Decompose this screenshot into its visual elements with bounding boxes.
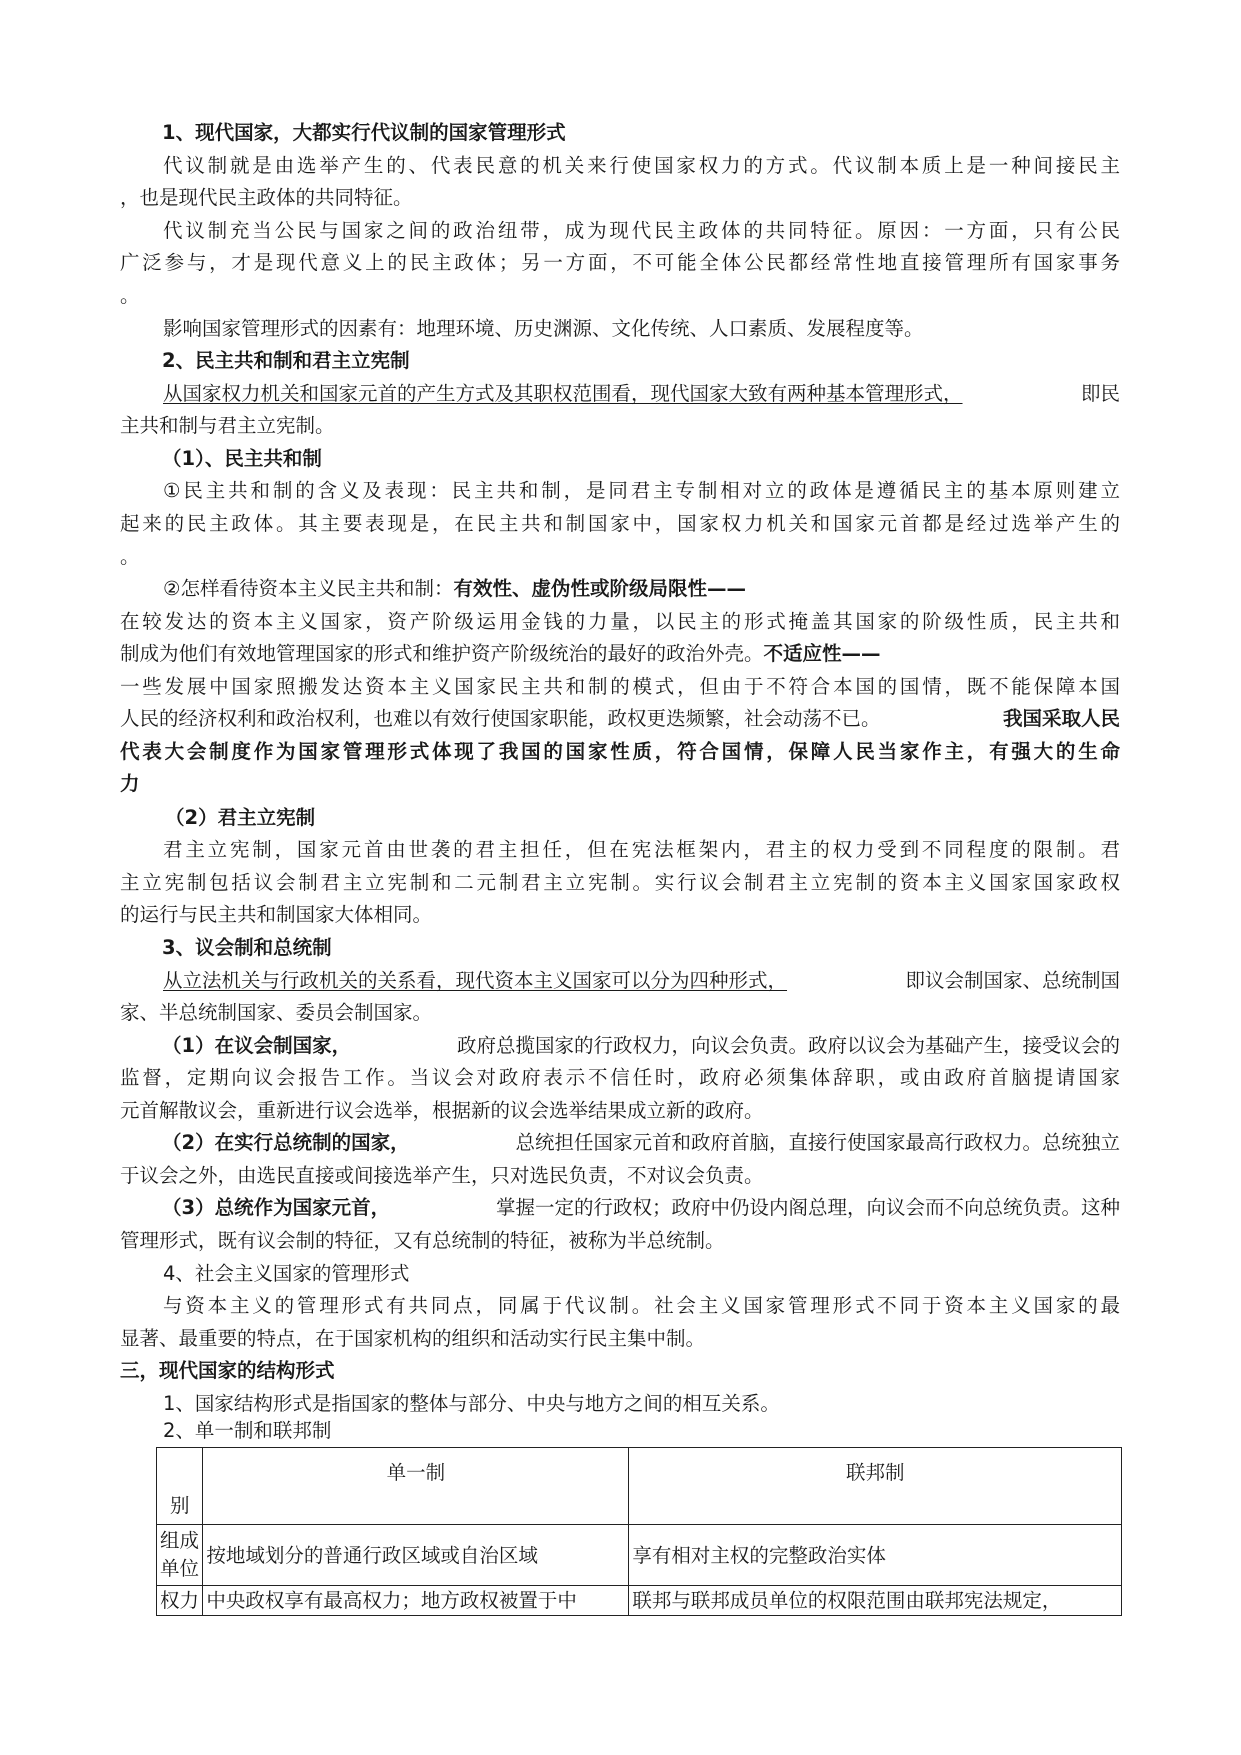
paragraph-line: 管理形式，既有议会制的特征，又有总统制的特征，被称为半总统制。 <box>120 1229 725 1252</box>
paragraph-line: 主立宪制包括议会制君主立宪制和二元制君主立宪制。实行议会制君主立宪制的资本主义国家国家政权 <box>120 871 1120 894</box>
text-span: 人民的经济权利和政治权利，也难以有效行使国家职能，政权更迭频繁，社会动荡不已。 <box>120 707 881 730</box>
paragraph-line <box>163 964 1120 997</box>
paragraph-line: 与资本主义的管理形式有共同点，同属于代议制。社会主义国家管理形式不同于资本主义国家的最 <box>163 1294 1120 1317</box>
paragraph-line: 力 <box>120 772 140 795</box>
table-cell: 中央政权享有最高权力；地方政权被置于中 <box>203 1586 629 1616</box>
table-header-cell: 单一制 <box>203 1448 629 1525</box>
paragraph-line <box>163 377 1120 410</box>
paragraph-line <box>120 702 1120 735</box>
table-cell: 按地域划分的普通行政区域或自治区域 <box>203 1525 629 1586</box>
paragraph-line: 在较发达的资本主义国家，资产阶级运用金钱的力量，以民主的形式掩盖其国家的阶级性质，民主共和 <box>120 610 1120 633</box>
heading-6: 4、社会主义国家的管理形式 <box>163 1262 410 1285</box>
paragraph-line: 代表大会制度作为国家管理形式体现了我国的国家性质，符合国情，保障人民当家作主，有强大的生命 <box>120 740 1120 763</box>
table-cell: 别 <box>157 1448 203 1525</box>
bold-text: （3）总统作为国家元首， <box>162 1196 391 1219</box>
paragraph-line: 1、国家结构形式是指国家的整体与部分、中央与地方之间的相互关系。 <box>163 1392 780 1415</box>
paragraph-line: 广泛参与，才是现代意义上的民主政体；另一方面，不可能全体公民都经常性地直接管理所有国家事务 <box>120 251 1120 274</box>
bold-text: （1）在议会制国家， <box>162 1034 352 1057</box>
paragraph-line: 起来的民主政体。其主要表现是，在民主共和制国家中，国家权力机关和国家元首都是经过选举产生的 <box>120 512 1120 535</box>
paragraph-line: 影响国家管理形式的因素有：地理环境、历史渊源、文化传统、人口素质、发展程度等。 <box>163 317 924 340</box>
paragraph-line: 2、单一制和联邦制 <box>163 1419 332 1442</box>
paragraph-line <box>163 572 1163 605</box>
paragraph-line: 代议制就是由选举产生的、代表民意的机关来行使国家权力的方式。代议制本质上是一种间接民主 <box>163 154 1120 177</box>
heading-1: 1、现代国家，大都实行代议制的国家管理形式 <box>162 121 566 144</box>
table-cell: 组成单位 <box>157 1525 203 1586</box>
heading-4: （2）君主立宪制 <box>165 806 316 829</box>
heading-3: （1）、民主共和制 <box>162 447 322 470</box>
paragraph-line: 于议会之外，由选民直接或间接选举产生，只对选民负责，不对议会负责。 <box>120 1164 764 1187</box>
bold-text: 有效性、虚伪性或阶级局限性—— <box>453 577 746 600</box>
paragraph-line: 一些发展中国家照搬发达资本主义国家民主共和制的模式，但由于不符合本国的国情，既不能保障本国 <box>120 675 1120 698</box>
table-cell: 权力 <box>157 1586 203 1616</box>
text-span: 即议会制国家、总统制国 <box>905 969 1120 992</box>
paragraph-line: 代议制充当公民与国家之间的政治纽带，成为现代民主政体的共同特征。原因：一方面，只有公民 <box>163 219 1120 242</box>
text-span: 制成为他们有效地管理国家的形式和维护资产阶级统治的最好的政治外壳。 <box>120 642 764 665</box>
text-span: 政府总揽国家的行政权力，向议会负责。政府以议会为基础产生，接受议会的 <box>456 1034 1120 1057</box>
bold-text: 不适应性—— <box>763 642 881 665</box>
text-span: ②怎样看待资本主义民主共和制： <box>163 577 454 600</box>
table-row <box>157 1525 1122 1586</box>
paragraph-line: 显著、最重要的特点，在于国家机构的组织和活动实行民主集中制。 <box>120 1327 706 1350</box>
paragraph-line: ，也是现代民主政体的共同特征。 <box>120 186 413 209</box>
heading-5: 3、议会制和总统制 <box>162 936 332 959</box>
underlined-text: 从国家权力机关和国家元首的产生方式及其职权范围看，现代国家大致有两种基本管理形式， <box>163 382 963 405</box>
text-span: 总统担任国家元首和政府首脑，直接行使国家最高行政权力。总统独立 <box>515 1131 1120 1154</box>
bold-text: 我国采取人民 <box>1002 707 1120 730</box>
paragraph-line <box>162 1191 1120 1224</box>
paragraph-line: 。 <box>120 284 140 307</box>
underlined-text: 从立法机关与行政机关的关系看，现代资本主义国家可以分为四种形式， <box>163 969 788 992</box>
paragraph-line <box>162 1126 1120 1159</box>
comparison-table <box>156 1447 1122 1616</box>
section-heading: 三，现代国家的结构形式 <box>120 1359 335 1382</box>
bold-text: （2）在实行总统制的国家， <box>162 1131 410 1154</box>
paragraph-line: 君主立宪制，国家元首由世袭的君主担任，但在宪法框架内，君主的权力受到不同程度的限制。君 <box>163 838 1120 861</box>
text-span: 掌握一定的行政权；政府中仍设内阁总理，向议会而不向总统负责。这种 <box>495 1196 1120 1219</box>
table-header-row <box>157 1448 1122 1525</box>
heading-2: 2、民主共和制和君主立宪制 <box>162 349 410 372</box>
table-cell: 享有相对主权的完整政治实体 <box>629 1525 1122 1586</box>
table-cell: 联邦与联邦成员单位的权限范围由联邦宪法规定， <box>629 1586 1122 1616</box>
paragraph-line: 主共和制与君主立宪制。 <box>120 414 335 437</box>
paragraph-line: 的运行与民主共和制国家大体相同。 <box>120 903 433 926</box>
paragraph-line: ①民主共和制的含义及表现：民主共和制，是同君主专制相对立的政体是遵循民主的基本原则建立 <box>163 479 1120 502</box>
paragraph-line <box>120 637 1120 670</box>
paragraph-line: 。 <box>120 545 140 568</box>
paragraph-line: 家、半总统制国家、委员会制国家。 <box>120 1001 433 1024</box>
text-span: 即民 <box>1080 382 1120 405</box>
paragraph-line <box>162 1029 1120 1062</box>
table-row <box>157 1586 1122 1616</box>
paragraph-line: 元首解散议会，重新进行议会选举，根据新的议会选举结果成立新的政府。 <box>120 1099 764 1122</box>
paragraph-line: 监督，定期向议会报告工作。当议会对政府表示不信任时，政府必须集体辞职，或由政府首脑提请国家 <box>120 1066 1120 1089</box>
table-header-cell: 联邦制 <box>629 1448 1122 1525</box>
